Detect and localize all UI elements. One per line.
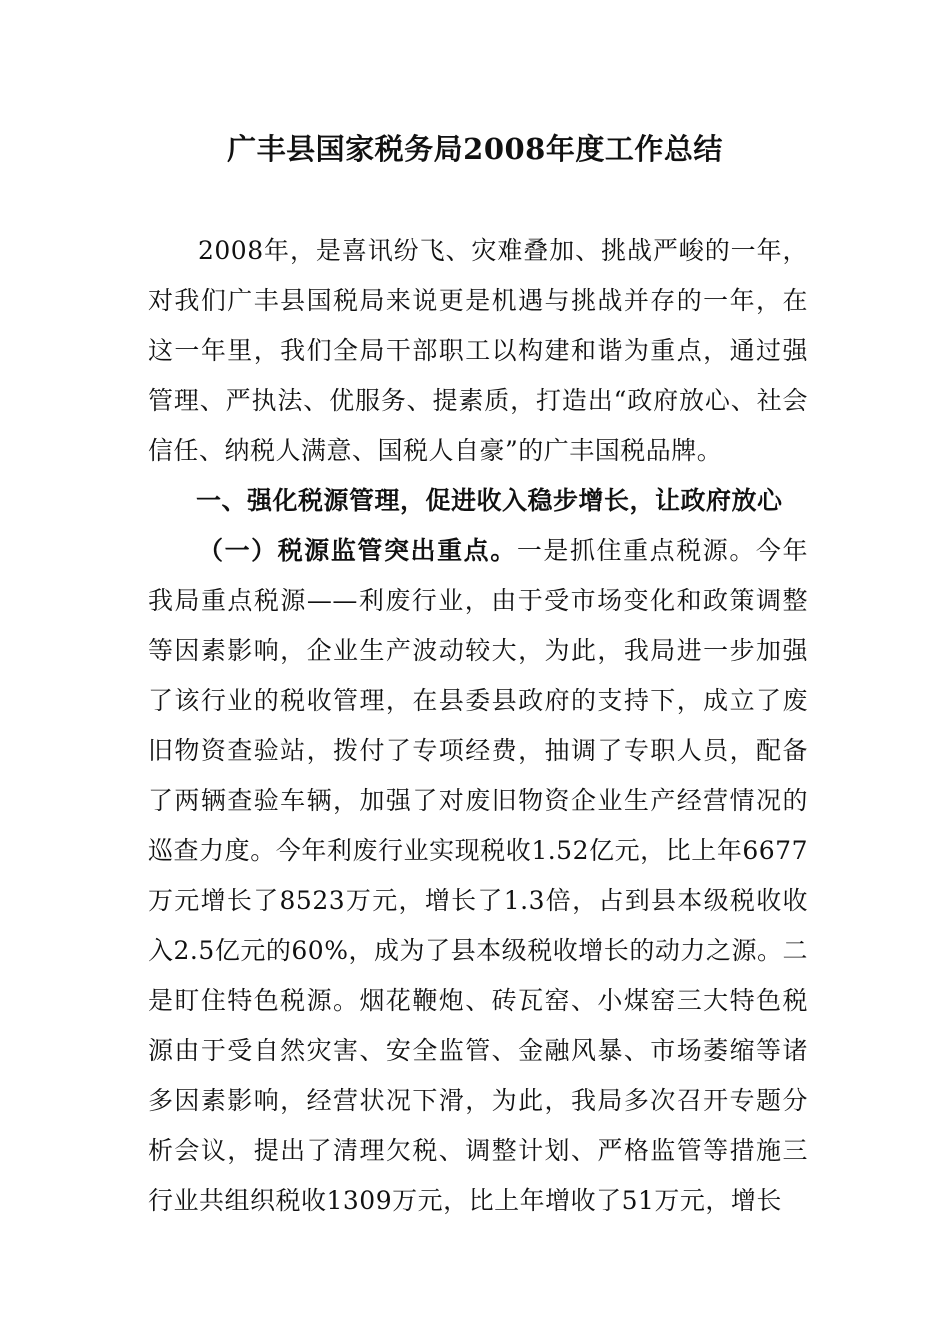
section-paragraph bbox=[148, 526, 808, 1226]
section-heading: 一、强化税源管理，促进收入稳步增长，让政府放心 bbox=[196, 486, 783, 515]
intro-paragraph: 2008年，是喜讯纷飞、灾难叠加、挑战严峻的一年，对我们广丰县国税局来说更是机遇与挑战并存的一年，在这一年里，我们全局干部职工以构建和谐为重点，通过强管理、严执法、优服务、提素质，打造出“政府放心、社会信任、纳税人满意、国税人自豪”的广丰国税品牌。 bbox=[148, 236, 808, 465]
subsection-label: （一）税源监管突出重点。 bbox=[198, 536, 517, 565]
document-title: 广丰县国家税务局2008年度工作总结 bbox=[227, 132, 723, 166]
section-body-text: 一是抓住重点税源。今年我局重点税源——利废行业，由于受市场变化和政策调整等因素影响，企业生产波动较大，为此，我局进一步加强了该行业的税收管理，在县委县政府的支持下，成立了废旧物资查验站，拨付了专项经费，抽调了专职人员，配备了两辆查验车辆，加强了对废旧物资企业生产经营情况的巡查力度。今年利废行业实现税收1.52亿元，比上年6677万元增长了8523万元，增长了1.3倍，占到县本级税收收入2.5亿元的60%，成为了县本级税收增长的动力之源。二是盯住特色税源。烟花鞭炮、砖瓦窑、小煤窑三大特色税源由于受自然灾害、安全监管、金融风暴、市场萎缩等诸多因素影响，经营状况下滑，为此，我局多次召开专题分析会议，提出了清理欠税、调整计划、严格监管等措施三行业共组织税收1309万元，比上年增收了51万元，增长 bbox=[148, 536, 808, 1215]
